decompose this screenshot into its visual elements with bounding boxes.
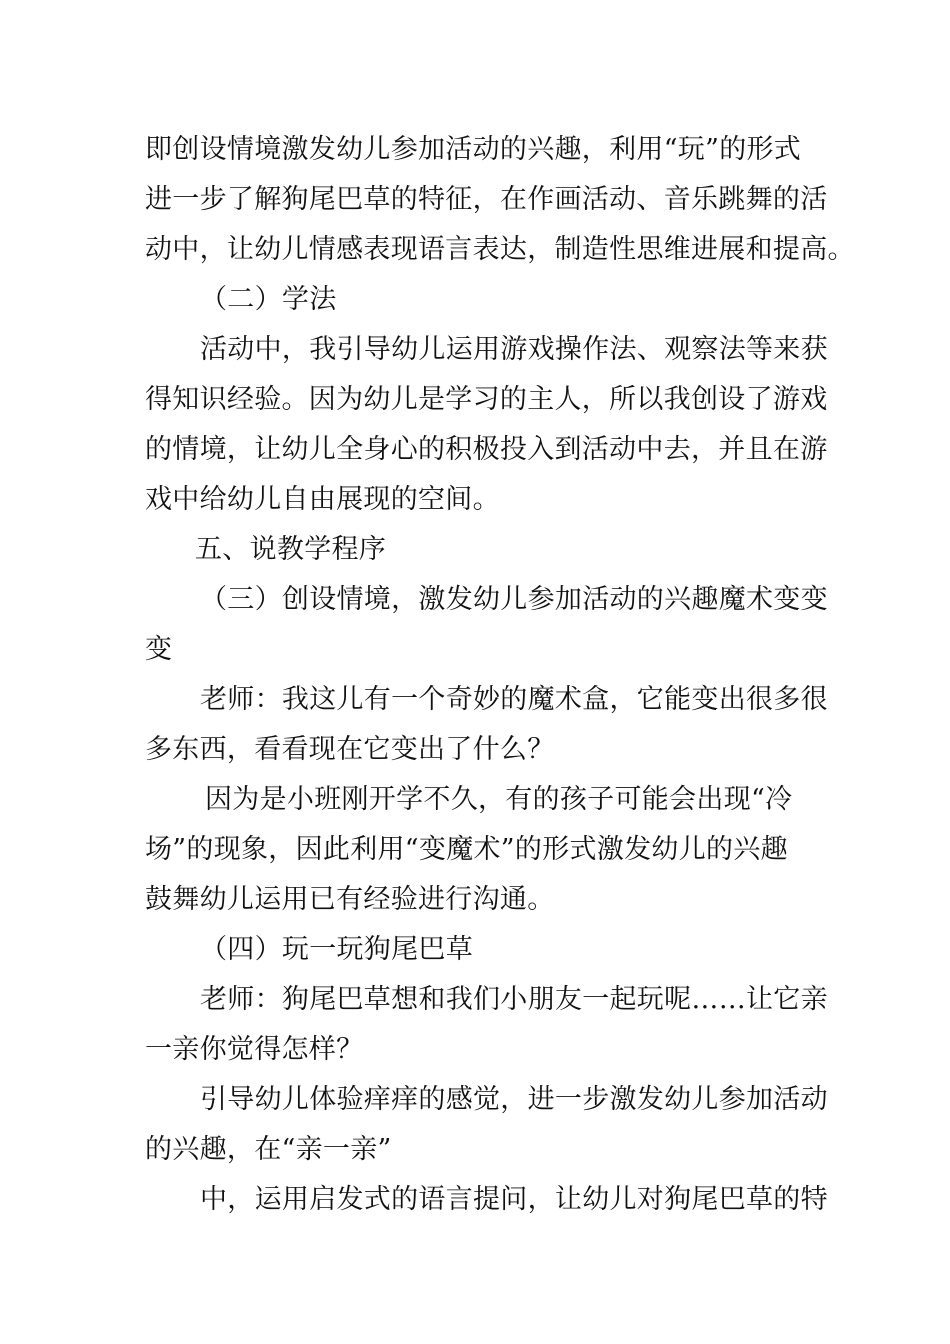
text-line: 得知识经验。因为幼儿是学习的主人，所以我创设了游戏 — [145, 384, 828, 415]
text-line: 的兴趣，在“亲一亲” — [145, 1134, 392, 1165]
text-line: 场”的现象，因此利用“变魔术”的形式激发幼儿的兴趣 — [145, 834, 788, 865]
text-line: 鼓舞幼儿运用已有经验进行沟通。 — [145, 884, 555, 915]
text-line: 一亲你觉得怎样？ — [145, 1034, 364, 1065]
text-line: 变 — [145, 634, 173, 665]
text-line: 多东西，看看现在它变出了什么？ — [145, 734, 555, 765]
section-heading: （四）玩一玩狗尾巴草 — [200, 934, 473, 965]
text-line: 因为是小班刚开学不久，有的孩子可能会出现“冷 — [205, 784, 793, 815]
text-line: 戏中给幼儿自由展现的空间。 — [145, 484, 500, 515]
section-heading: （二）学法 — [200, 284, 337, 315]
text-line: 引导幼儿体验痒痒的感觉，进一步激发幼儿参加活动 — [200, 1084, 828, 1115]
text-line: 老师：我这儿有一个奇妙的魔术盒，它能变出很多很 — [200, 684, 828, 715]
text-line: 活动中，我引导幼儿运用游戏操作法、观察法等来获 — [200, 334, 828, 365]
text-line: 的情境，让幼儿全身心的积极投入到活动中去，并且在游 — [145, 434, 828, 465]
text-line: 即创设情境激发幼儿参加活动的兴趣，利用“玩”的形式 — [145, 134, 802, 165]
text-line: 进一步了解狗尾巴草的特征，在作画活动、音乐跳舞的活 — [145, 184, 828, 215]
text-line: 老师：狗尾巴草想和我们小朋友一起玩呢……让它亲 — [200, 984, 828, 1015]
section-heading: 五、说教学程序 — [195, 534, 387, 565]
text-line: 动中，让幼儿情感表现语言表达，制造性思维进展和提高。 — [145, 234, 855, 265]
text-line: 中，运用启发式的语言提问，让幼儿对狗尾巴草的特 — [200, 1184, 828, 1215]
section-heading: （三）创设情境，激发幼儿参加活动的兴趣魔术变变 — [200, 584, 828, 615]
